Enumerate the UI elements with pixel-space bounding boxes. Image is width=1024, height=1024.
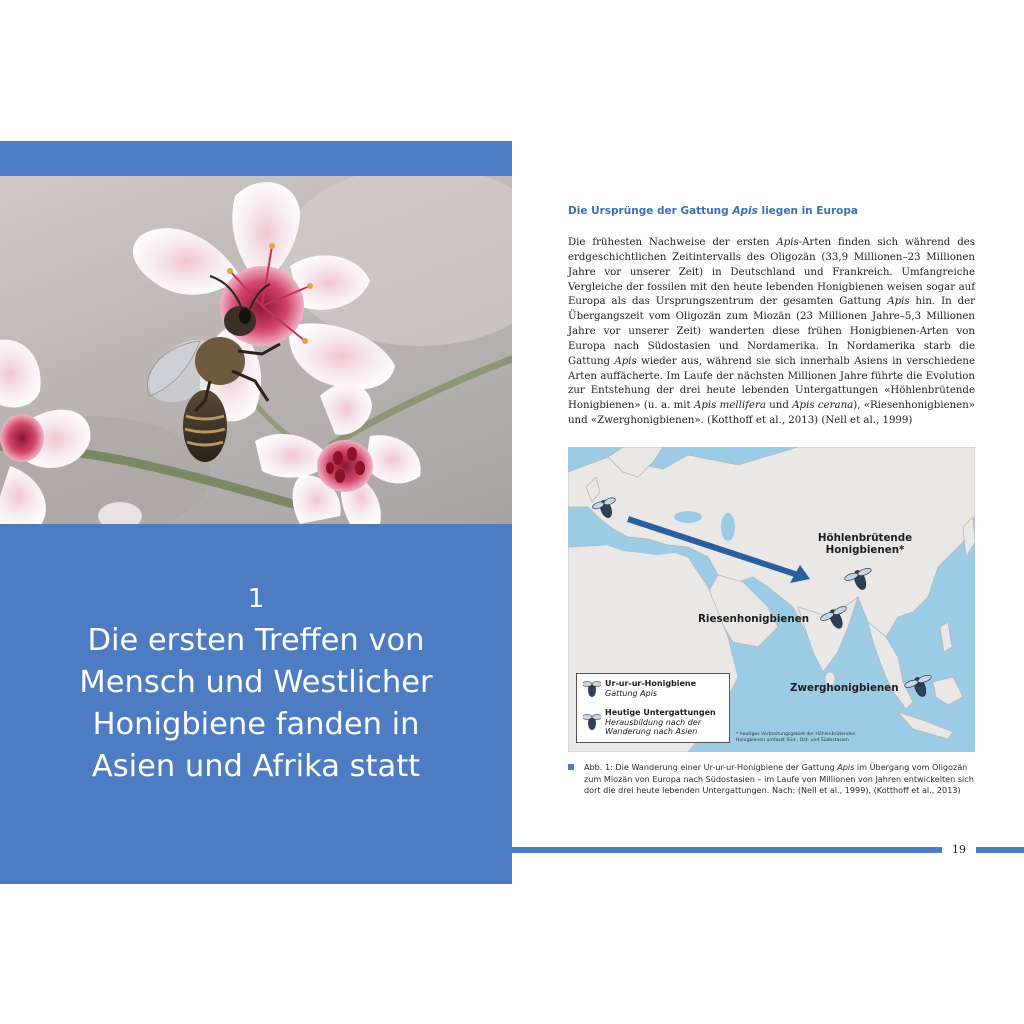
text-segment: Abb. 1: Die Wanderung einer Ur-ur-ur-Honigbiene der Gattung (584, 762, 838, 772)
map-legend (576, 673, 730, 743)
heading-part: Die Ursprünge der Gattung (568, 205, 733, 217)
legend-item-modern-subgenera (605, 708, 716, 737)
legend-item-ancestral-bee (605, 679, 696, 698)
section-heading (568, 205, 988, 217)
text-segment: wieder aus, während sie sich innerhalb Asiens in verschiedene Arten auffächerte. Im Laufe der nächsten Millionen Jahre führte die Evolution zur Entstehung der drei heute lebenden Untergattungen «Höhlenbrütende Honigbienen» (u. a. mit (568, 355, 975, 412)
text-segment: im Übergang vom Oligozän zum Miozän von Europa nach Südostasien – im Laufe von Millionen von Jahren entwickelten sich dort die drei heute lebenden Untergattungen. Nach: (Nell et al., 1999), (Kotthoff et al., 2013) (584, 762, 974, 796)
map-footnote: * heutiges Verbreitungsgebiet der Höhlenbrütenden Honigbienen umfasst Süd-, Ost- und Südostasien (736, 732, 856, 743)
chapter-title-line: Asien und Afrika statt (91, 749, 421, 784)
heading-part: liegen in Europa (757, 205, 858, 217)
chapter-title-line: Mensch und Westlicher (79, 665, 433, 700)
footer-rule (512, 847, 942, 853)
bee-icon (583, 712, 601, 732)
legend-item-subtitle: Herausbildung nach der (605, 717, 702, 727)
legend-item-title: Heutige Untergattungen (605, 708, 716, 717)
migration-map (568, 447, 975, 752)
italic-text-segment: Apis (776, 237, 799, 248)
heading-italic-part: Apis (732, 205, 758, 217)
map-label-zwerghonigbienen: Zwerghonigbienen (790, 682, 899, 694)
italic-text-segment: Apis (614, 355, 637, 367)
map-label-hoehlenbruetende (800, 532, 930, 556)
text-segment: und (765, 400, 793, 412)
page-number: 19 (952, 843, 966, 856)
bee-icon (583, 679, 601, 699)
map-label-riesenhonigbienen: Riesenhonigbienen (698, 613, 810, 625)
chapter-title-line: Honigbiene fanden in (92, 707, 420, 742)
text-segment: Die frühesten Nachweise der ersten (568, 237, 777, 248)
chapter-title-block (0, 524, 512, 884)
italic-text-segment: Apis (887, 296, 910, 308)
text-segment: hin. In der Übergangszeit vom Oligozän zum Miozän (23 Millionen Jahre–5,3 Millionen Jahre vor unserer Zeit) wanderten diese frühen Honigbienen-Arten von Europa nach Südostasien und Nordamerika. In Nordamerika starb die Gattung (568, 296, 975, 367)
body-paragraph (568, 236, 975, 429)
chapter-title (40, 620, 472, 788)
figure-caption (568, 762, 978, 797)
italic-text-segment: Apis cerana (792, 400, 854, 412)
text-segment: -Arten finden sich während des erdgeschichtlichen Zeitintervalls des Oligozän (33,9 Millionen–23 Millionen Jahre vor unserer Zeit) in Deutschland und Frankreich. Umfangreiche Vergleiche der fossilen mit den heute lebenden Honigbienen weisen sogar auf Europa als das Ursprungszentrum der gesamten Gattung (568, 237, 975, 308)
chapter-title-line: Die ersten Treffen von (87, 623, 425, 658)
caption-marker (568, 764, 574, 770)
left-page-top-bar (0, 141, 512, 176)
text-segment: ), «Riesenhonigbienen» und «Zwerghonigbienen». (Kotthoff et al., 2013) (Nell et al., 1999) (568, 400, 975, 427)
map-label-line: Höhlenbrütende (817, 532, 913, 544)
italic-text-segment: Apis mellifera (693, 400, 766, 412)
legend-item-subtitle: Wanderung nach Asien (605, 727, 698, 736)
legend-item-subtitle: Gattung Apis (605, 688, 658, 698)
italic-text-segment: Apis (837, 762, 855, 772)
bee-on-flower-photo (0, 176, 512, 524)
footer-rule-end (976, 847, 1024, 853)
legend-item-title: Ur-ur-ur-Honigbiene (605, 679, 697, 688)
map-label-line: Honigbienen* (825, 544, 905, 556)
chapter-number: 1 (247, 584, 265, 614)
